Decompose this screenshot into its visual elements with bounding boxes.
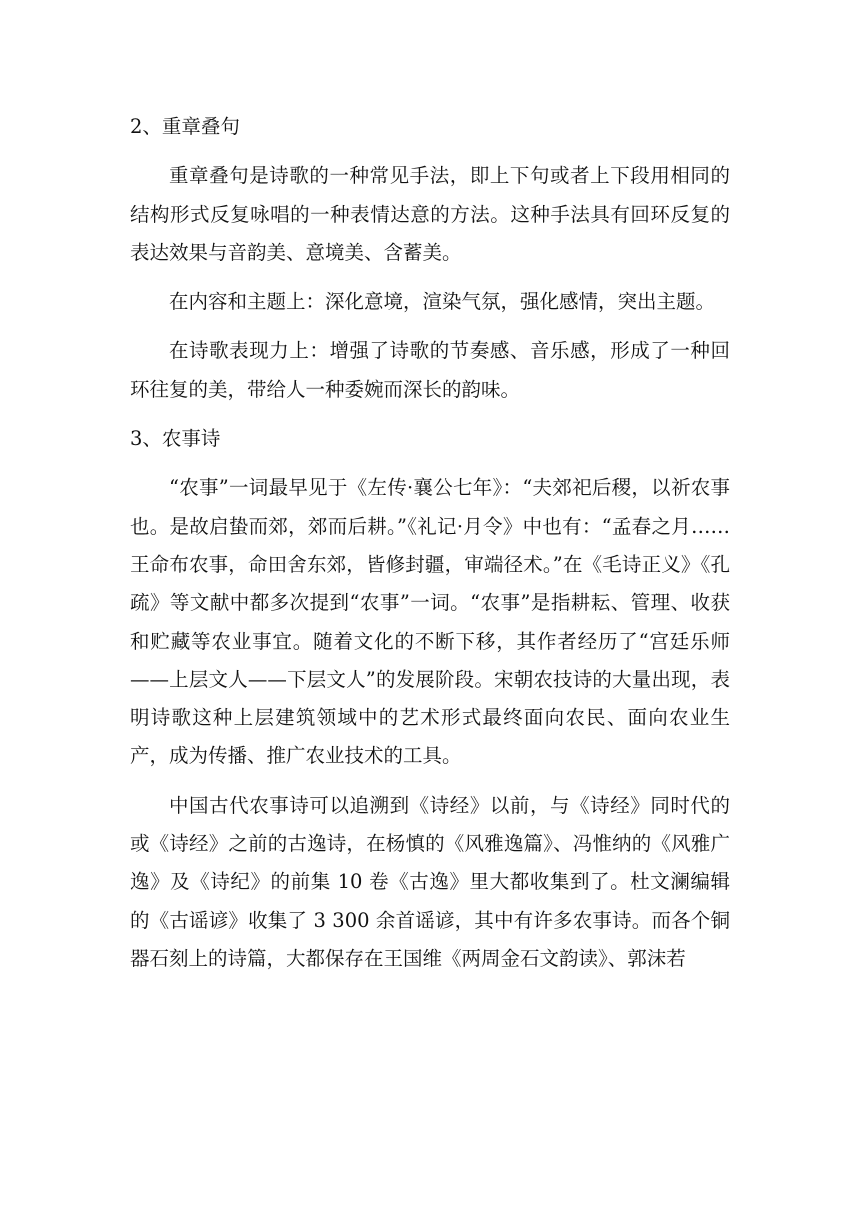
document-body	[130, 108, 730, 989]
paragraph: 中国古代农事诗可以追溯到《诗经》以前，与《诗经》同时代的或《诗经》之前的古逸诗，在杨慎的《风雅逸篇》、冯惟纳的《风雅广逸》及《诗纪》的前集 10 卷《古逸》里大都收集到了。杜文澜编辑的《古谣谚》收集了 3 300 余首谣谚，其中有许多农事诗。而各个铜器石刻上的诗篇，大都保存在王国维《两周金石文韵读》、郭沫若	[130, 793, 730, 970]
paragraph: “农事”一词最早见于《左传·襄公七年》：“夫郊祀后稷，以祈农事也。是故启蛰而郊，郊而后耕。”《礼记·月令》中也有：“孟春之月……王命布农事，命田舍东郊，皆修封疆，审端径术。”在《毛诗正义》《孔疏》等文献中都多次提到“农事”一词。“农事”是指耕耘、管理、收获和贮藏等农业事宜。随着文化的不断下移，其作者经历了“宫廷乐师——上层文人——下层文人”的发展阶段。宋朝农技诗的大量出现，表明诗歌这种上层建筑领域中的艺术形式最终面向农民、面向农业生产，成为传播、推广农业技术的工具。	[130, 476, 730, 768]
section-chongzhang-dieju	[130, 108, 730, 409]
section-heading: 2、重章叠句	[130, 115, 240, 138]
paragraph: 在内容和主题上：深化意境，渲染气氛，强化感情，突出主题。	[169, 290, 716, 314]
section-heading: 3、农事诗	[130, 427, 221, 451]
paragraph: 在诗歌表现力上：增强了诗歌的节奏感、音乐感，形成了一种回环往复的美，带给人一种委婉而深长的韵味。	[130, 339, 730, 401]
section-nongshi-shi	[130, 420, 730, 978]
paragraph: 重章叠句是诗歌的一种常见手法，即上下句或者上下段用相同的结构形式反复咏唱的一种表情达意的方法。这种手法具有回环反复的表达效果与音韵美、意境美、含蓄美。	[130, 164, 730, 264]
